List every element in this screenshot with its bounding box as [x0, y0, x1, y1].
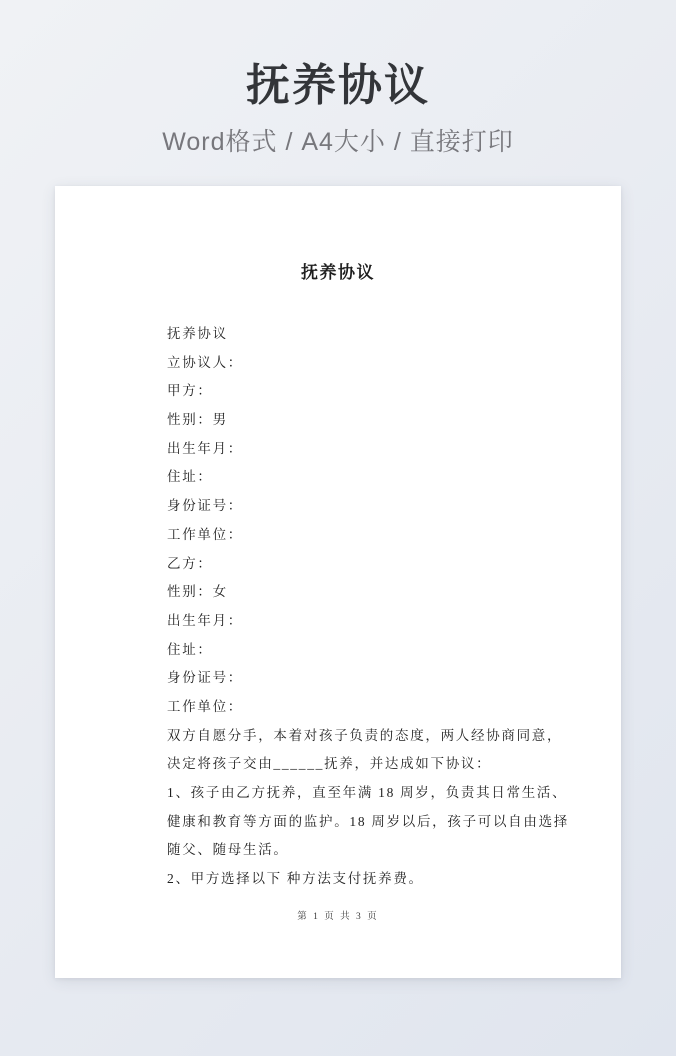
- document-line: 立协议人：: [167, 354, 243, 370]
- document-body: [55, 320, 621, 894]
- page-title: 抚养协议: [246, 61, 430, 110]
- document-line: 工作单位：: [167, 526, 243, 542]
- document-line: 出生年月：: [167, 440, 243, 456]
- document-line: 乙方：: [167, 555, 213, 571]
- document-line: 住址：: [167, 469, 213, 485]
- header: [0, 0, 676, 158]
- page-subtitle: Word格式 / A4大小 / 直接打印: [162, 128, 514, 157]
- document-page-footer: 第 1 页 共 3 页: [297, 912, 379, 922]
- document-line: 随父、随母生活。: [167, 842, 289, 858]
- document-line: 住址：: [167, 641, 213, 657]
- document-line: 工作单位：: [167, 698, 243, 714]
- document-line: 双方自愿分手，本着对孩子负责的态度，两人经协商同意，: [167, 727, 563, 743]
- document-page: [55, 186, 621, 978]
- document-line: 出生年月：: [167, 612, 243, 628]
- document-line: 身份证号：: [167, 498, 243, 514]
- document-line: 抚养协议: [167, 326, 228, 341]
- document-title: 抚养协议: [301, 263, 375, 282]
- document-line: 决定将孩子交由______抚养，并达成如下协议：: [167, 756, 492, 772]
- document-line: 甲方：: [167, 383, 213, 399]
- document-line: 2、甲方选择以下 种方法支付抚养费。: [167, 871, 424, 887]
- document-line: 性别：女: [167, 584, 228, 600]
- document-line: 身份证号：: [167, 670, 243, 686]
- document-line: 性别：男: [167, 412, 228, 428]
- document-line: 1、孩子由乙方抚养，直至年满 18 周岁，负责其日常生活、: [167, 785, 568, 800]
- document-line: 健康和教育等方面的监护。18 周岁以后，孩子可以自由选择: [167, 813, 569, 829]
